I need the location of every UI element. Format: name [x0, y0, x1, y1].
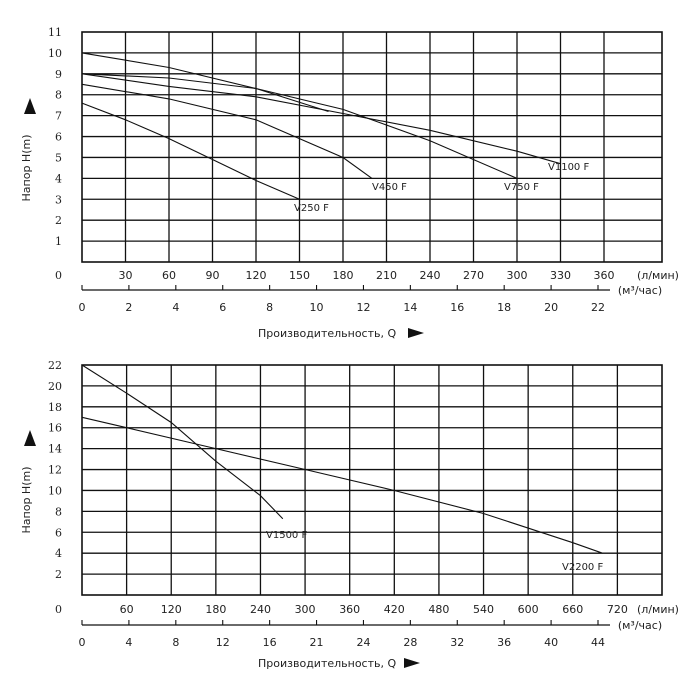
- y-tick-label: 10: [48, 46, 62, 60]
- x-unit-m3: (м³/час): [617, 619, 663, 632]
- x-tick-label-m3: 0: [78, 636, 86, 649]
- x-tick-label-m3: 14: [403, 301, 418, 314]
- y-tick-label: 8: [55, 88, 62, 102]
- x-axis-label: Производительность, Q: [258, 657, 397, 670]
- y-tick-label: 5: [55, 151, 62, 165]
- x-tick-label-m3: 36: [497, 636, 512, 649]
- x-axis-arrow-icon: [404, 658, 420, 668]
- y-axis-label: Напор H(m): [20, 466, 33, 534]
- y-tick-label: 16: [48, 421, 62, 435]
- x-tick-label-m3: 12: [215, 636, 230, 649]
- x-tick-label-m3: 32: [450, 636, 465, 649]
- x-tick-label-lmin: 330: [550, 269, 571, 282]
- x-tick-label-lmin: 120: [160, 603, 182, 616]
- y-axis-arrow-icon: [24, 430, 36, 446]
- series-label: V250 F: [294, 203, 329, 214]
- y-axis-arrow-icon: [24, 98, 36, 114]
- y-tick-label: 1: [55, 235, 62, 249]
- y-tick-label: 7: [55, 109, 62, 123]
- x-tick-label-lmin: 660: [562, 603, 584, 616]
- x-tick-label-lmin: 30: [118, 269, 133, 282]
- x-tick-label-lmin: 600: [517, 603, 539, 616]
- x-tick-label-m3: 8: [266, 301, 274, 314]
- x-tick-label-lmin: 300: [506, 269, 528, 282]
- x-tick-label-lmin: 540: [473, 603, 495, 616]
- x-unit-lmin: (л/мин): [637, 269, 679, 282]
- x-unit-m3: (м³/час): [617, 284, 663, 297]
- chart-bottom: [20, 359, 679, 670]
- x-axis-label: Производительность, Q: [258, 327, 397, 340]
- x-tick-label-lmin: 360: [339, 603, 361, 616]
- x-tick-label-lmin: 210: [376, 269, 397, 282]
- x-tick-label-m3: 6: [219, 301, 227, 314]
- x-tick-label-lmin: 240: [249, 603, 271, 616]
- y-tick-label: 3: [55, 193, 62, 207]
- x-tick-label-m3: 24: [356, 636, 371, 649]
- series-label: V450 F: [372, 182, 407, 193]
- x-tick-label-m3: 28: [403, 636, 418, 649]
- x-tick-label-m3: 0: [78, 301, 86, 314]
- chart-top: [20, 26, 679, 340]
- x-tick-label-m3: 2: [125, 301, 133, 314]
- x-tick-label-m3: 20: [544, 301, 559, 314]
- y-tick-label: 11: [48, 26, 62, 39]
- y-tick-label: 4: [55, 172, 62, 186]
- y-tick-label: 14: [48, 442, 62, 456]
- plot-frame: [82, 365, 662, 595]
- x-tick-label-m3: 22: [591, 301, 605, 314]
- x-tick-label-m3: 16: [450, 301, 465, 314]
- x-tick-label-m3: 18: [497, 301, 512, 314]
- x-tick-label-lmin: 60: [119, 603, 134, 616]
- series-label: V2200 F: [562, 562, 604, 573]
- y-axis-label: Напор H(m): [20, 134, 33, 202]
- x-tick-label-lmin: 150: [289, 269, 310, 282]
- x-tick-label-m3: 8: [172, 636, 180, 649]
- y-zero-label: 0: [55, 603, 62, 616]
- y-tick-label: 8: [55, 505, 62, 519]
- series-line: [82, 103, 300, 199]
- y-tick-label: 4: [55, 547, 62, 561]
- series-label: V750 F: [504, 182, 539, 193]
- x-tick-label-lmin: 300: [294, 603, 316, 616]
- x-tick-label-lmin: 120: [245, 269, 267, 282]
- y-tick-label: 6: [55, 526, 62, 540]
- x-tick-label-lmin: 180: [332, 269, 354, 282]
- x-tick-label-m3: 12: [356, 301, 371, 314]
- series-line: [82, 365, 283, 519]
- y-tick-label: 20: [48, 379, 62, 393]
- x-unit-lmin: (л/мин): [637, 603, 679, 616]
- y-zero-label: 0: [55, 269, 62, 282]
- y-tick-label: 2: [55, 214, 62, 228]
- x-tick-label-lmin: 60: [162, 269, 176, 282]
- x-tick-label-m3: 44: [591, 636, 605, 649]
- series-label: V1500 F: [266, 530, 308, 541]
- x-tick-label-lmin: 720: [606, 603, 628, 616]
- x-axis-arrow-icon: [408, 328, 424, 338]
- y-tick-label: 12: [48, 463, 62, 477]
- x-tick-label-lmin: 480: [428, 603, 450, 616]
- x-tick-label-m3: 4: [172, 301, 180, 314]
- x-tick-label-m3: 21: [309, 636, 324, 649]
- y-tick-label: 2: [55, 568, 62, 582]
- y-tick-label: 6: [55, 130, 62, 144]
- x-tick-label-m3: 16: [262, 636, 277, 649]
- y-tick-label: 9: [55, 67, 62, 81]
- series-line: [82, 74, 561, 164]
- x-tick-label-lmin: 240: [419, 269, 441, 282]
- y-tick-label: 10: [48, 484, 62, 498]
- series-label: V1100 F: [548, 162, 590, 173]
- x-tick-label-m3: 4: [125, 636, 133, 649]
- x-tick-label-m3: 40: [544, 636, 559, 649]
- x-tick-label-lmin: 180: [205, 603, 227, 616]
- x-tick-label-lmin: 420: [383, 603, 405, 616]
- x-tick-label-lmin: 270: [463, 269, 484, 282]
- y-tick-label: 18: [48, 400, 62, 414]
- x-tick-label-m3: 10: [309, 301, 324, 314]
- x-tick-label-lmin: 90: [205, 269, 220, 282]
- y-tick-label: 22: [48, 359, 62, 372]
- x-tick-label-lmin: 360: [593, 269, 615, 282]
